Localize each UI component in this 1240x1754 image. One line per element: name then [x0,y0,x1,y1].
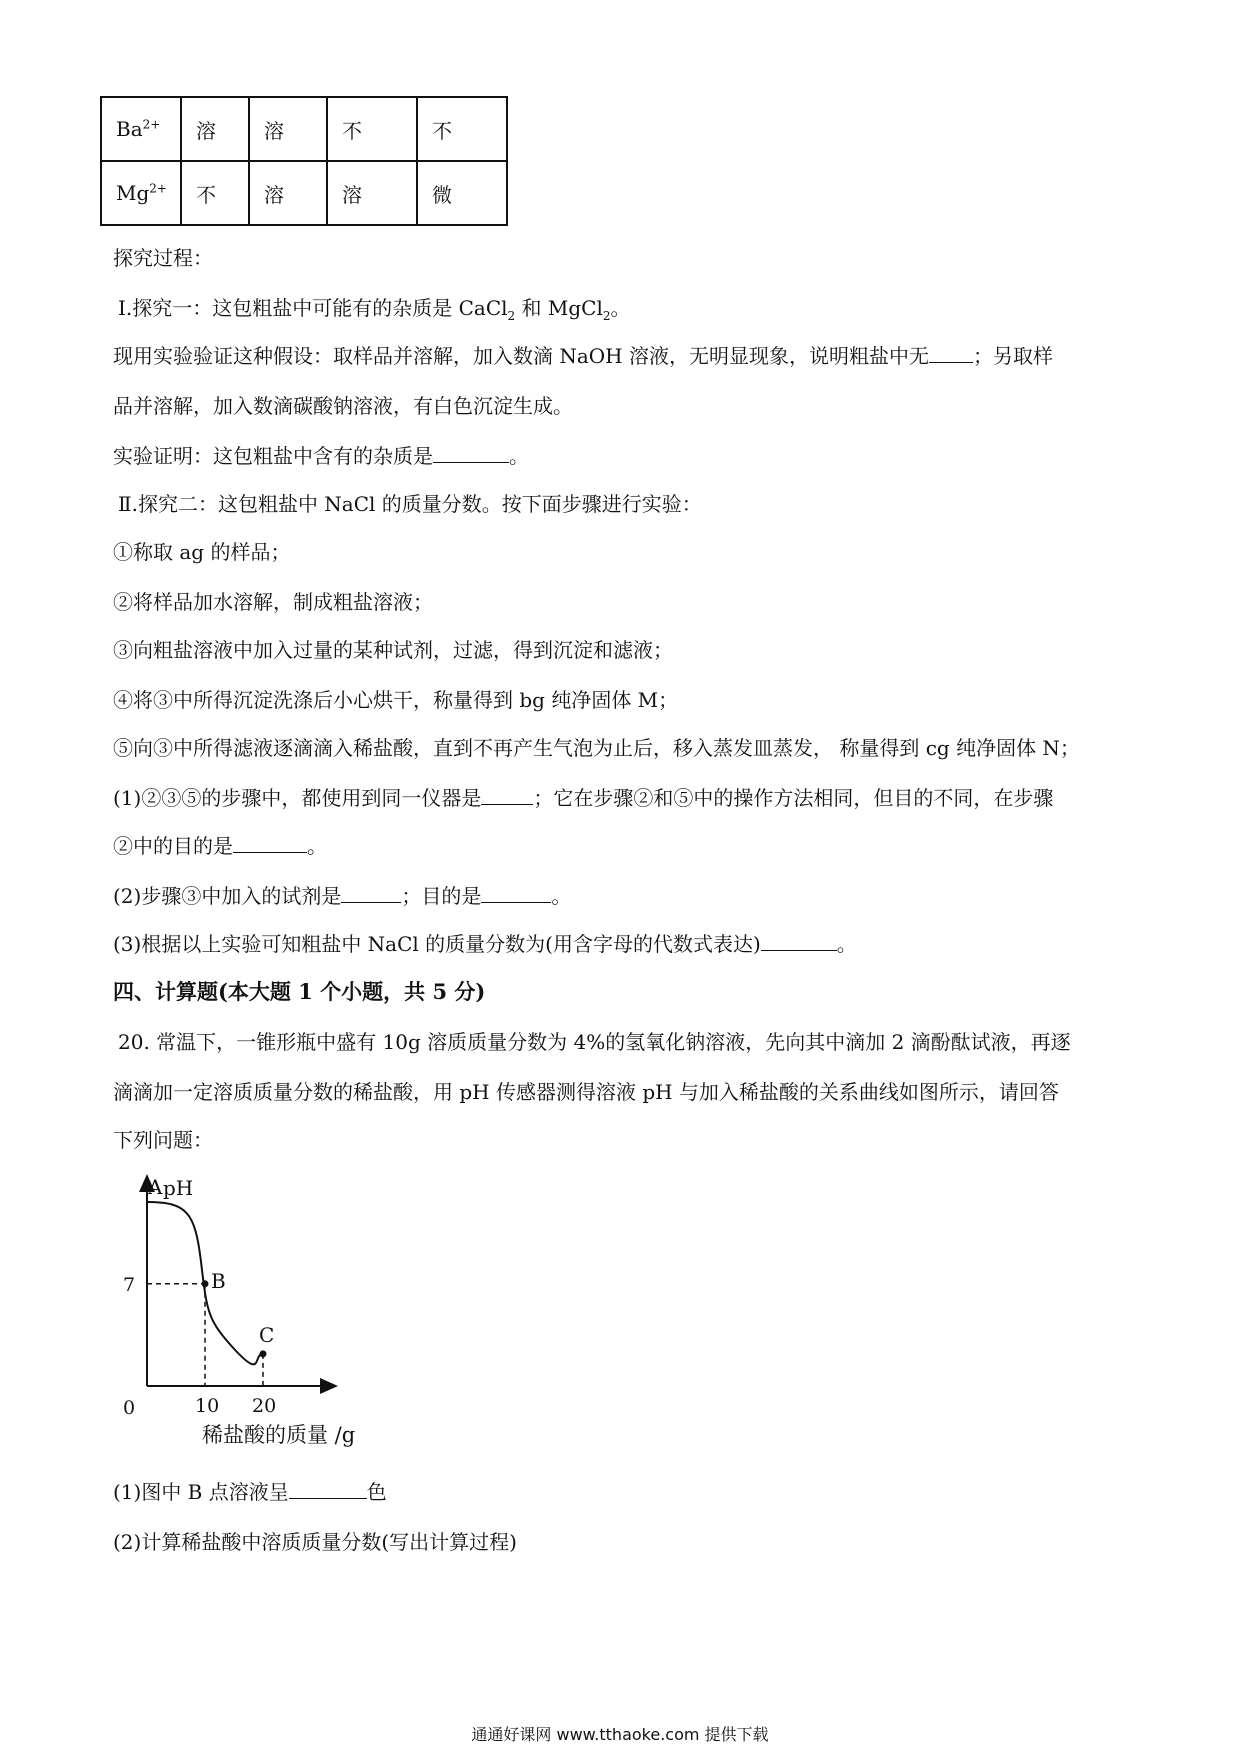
text-line [113,928,857,957]
table-cell: 不 [327,97,417,161]
text-span: 。 [509,444,529,468]
text-span: 。 [307,834,327,858]
table-row [101,161,507,225]
table-cell: 溶 [181,97,249,161]
answer-blank[interactable] [289,1480,367,1499]
text-line: 下列问题： [113,1128,213,1152]
text-line [118,292,631,323]
text-span: 。 [610,296,631,320]
subscript: 2 [602,309,611,323]
table-cell: 溶 [249,97,327,161]
text-line [113,880,571,909]
text-line [113,782,1053,811]
text-line [113,830,327,859]
text-span: 和 MgCl [515,296,603,320]
text-line: ①称取 ag 的样品； [113,540,291,564]
text-line: ②将样品加水溶解，制成粗盐溶液； [113,590,433,614]
section-heading: 四、计算题(本大题 1 个小题，共 5 分) [113,979,486,1004]
text-span: 。 [551,884,572,908]
table-cell: 溶 [327,161,417,225]
text-span: 现用实验验证这种假设：取样品并溶解，加入数滴 NaOH 溶液，无明显现象，说明粗盐中无 [113,344,929,368]
text-line: ④将③中所得沉淀洗涤后小心烘干，称量得到 bg 纯净固体 M； [113,688,679,712]
ion-charge: 2+ [142,117,161,132]
point-label-a: A [148,1175,163,1200]
text-span: ②中的目的是 [113,834,233,858]
answer-blank[interactable] [761,932,837,951]
x-axis-label: 稀盐酸的质量 /g [202,1423,356,1447]
table-row [101,97,507,161]
text-span: 。 [836,932,857,956]
ion-symbol: Ba [116,117,143,141]
ph-curve-chart [120,1168,410,1450]
text-line [113,340,1053,369]
text-span: (1)图中 B 点溶液呈 [113,1480,289,1504]
answer-blank[interactable] [233,834,307,853]
ion-cell [101,161,181,225]
point-label-c: C [259,1322,275,1347]
ion-charge: 2+ [149,181,167,196]
x-tick-label: 0 [123,1397,136,1419]
text-span: ；它在步骤②和⑤中的操作方法相同，但目的不同，在步骤 [533,786,1054,810]
subscript: 2 [507,309,516,323]
y-axis-label: pH [163,1176,194,1200]
text-span: 实验证明：这包粗盐中含有的杂质是 [113,444,433,468]
text-line: 滴滴加一定溶质质量分数的稀盐酸，用 pH 传感器测得溶液 pH 与加入稀盐酸的关系曲线如图所示，请回答 [113,1080,1059,1104]
answer-blank[interactable] [341,884,401,903]
table-cell: 不 [417,97,507,161]
point-c-marker [260,1350,267,1357]
table-cell: 不 [181,161,249,225]
point-label-b: B [211,1268,226,1293]
answer-blank[interactable] [433,444,509,463]
x-tick-label: 10 [195,1395,220,1417]
ion-cell [101,97,181,161]
text-line [113,440,529,469]
table-cell: 溶 [249,161,327,225]
y-tick-label: 7 [123,1273,136,1296]
text-line: 20. 常温下，一锥形瓶中盛有 10g 溶质质量分数为 4%的氢氧化钠溶液，先向其中滴加 2 滴酚酞试液，再逐 [118,1030,1071,1054]
solubility-table [100,96,508,226]
text-line [113,1476,387,1505]
answer-blank[interactable] [481,786,533,805]
point-b-marker [202,1280,209,1287]
ion-symbol: Mg [116,181,150,205]
text-span: Ⅰ.探究一：这包粗盐中可能有的杂质是 CaCl [118,296,508,320]
text-span: ；另取样 [972,344,1053,368]
text-span: (3)根据以上实验可知粗盐中 NaCl 的质量分数为(用含字母的代数式表达) [113,932,761,956]
answer-blank[interactable] [481,884,551,903]
page-footer: 通通好课网 www.tthaoke.com 提供下载 [471,1725,769,1744]
text-span: (2)步骤③中加入的试剂是 [113,884,342,908]
text-line: Ⅱ.探究二：这包粗盐中 NaCl 的质量分数。按下面步骤进行实验： [118,492,702,516]
text-line: 探究过程： [113,246,213,270]
answer-blank[interactable] [929,344,973,363]
text-line: ③向粗盐溶液中加入过量的某种试剂，过滤，得到沉淀和滤液； [113,638,673,662]
table-cell: 微 [417,161,507,225]
text-line: (2)计算稀盐酸中溶质质量分数(写出计算过程) [113,1530,517,1554]
text-line: ⑤向③中所得滤液逐滴滴入稀盐酸，直到不再产生气泡为止后，移入蒸发皿蒸发， 称量得到 cg 纯净固体 N； [113,736,1080,760]
text-span: (1)②③⑤的步骤中，都使用到同一仪器是 [113,786,482,810]
text-span: ；目的是 [401,884,482,908]
x-tick-label: 20 [252,1395,277,1417]
text-span: 色 [366,1480,387,1504]
text-line: 品并溶解，加入数滴碳酸钠溶液，有白色沉淀生成。 [113,394,573,418]
